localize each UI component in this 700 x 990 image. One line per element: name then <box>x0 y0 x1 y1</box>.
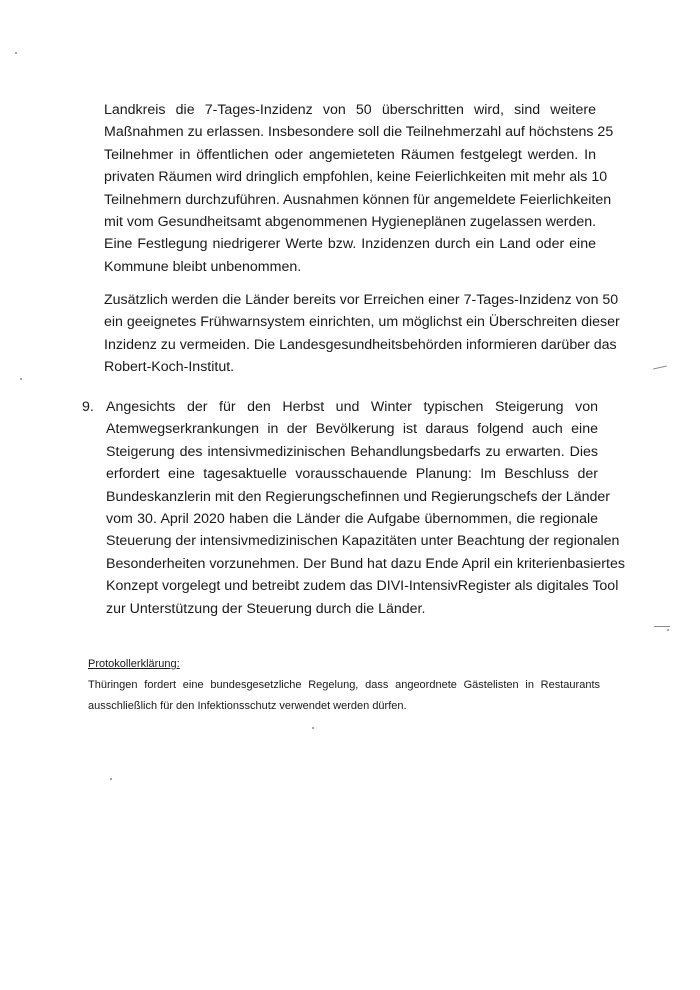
scan-speck <box>110 778 112 780</box>
scan-speck <box>667 629 669 631</box>
text-line: mit vom Gesundheitsamt abgenommenen Hygieneplänen zugelassen werden. <box>104 214 597 231</box>
scan-speck <box>653 366 667 370</box>
text-line: Bundeskanzlerin mit den Regierungschefinnen und Regierungschefs der Länder <box>106 488 610 505</box>
list-item-number: 9. <box>82 399 94 415</box>
text-line: Steigerung des intensivmedizinischen Behandlungsbedarfs zu erwarten. Dies <box>106 443 598 460</box>
scan-speck <box>654 626 670 627</box>
text-line: Thüringen fordert eine bundesgesetzliche Regelung, dass angeordnete Gästelisten in Restaurants <box>88 679 600 691</box>
text-line: vom 30. April 2020 haben die Länder die Aufgabe übernommen, die regionale <box>106 511 598 528</box>
text-line: privaten Räumen wird dringlich empfohlen, keine Feierlichkeiten mit mehr als 10 <box>104 169 608 186</box>
protocol-heading: Protokollerklärung: <box>88 658 180 670</box>
scan-speck <box>20 378 22 380</box>
text-line: Zusätzlich werden die Länder bereits vor Erreichen einer 7-Tages-Inzidenz von 50 <box>104 292 619 308</box>
protocol-statement <box>88 675 600 717</box>
text-line: Maßnahmen zu erlassen. Insbesondere soll die Teilnehmerzahl auf höchstens 25 <box>104 124 614 141</box>
text-line: ein geeignetes Frühwarnsystem einrichten, um möglichst ein Überschreiten dieser <box>104 314 620 331</box>
text-line: Konzept vorgelegt und betreibt zudem das DIVI-IntensivRegister als digitales Tool <box>106 578 619 595</box>
text-line: Steuerung der intensivmedizinischen Kapazitäten unter Beachtung der regionalen <box>106 533 620 550</box>
text-line: Teilnehmer in öffentlichen oder angemieteten Räumen festgelegt werden. In <box>104 146 596 163</box>
text-line: Robert-Koch-Institut. <box>104 359 235 376</box>
text-line: zur Unterstützung der Steuerung durch die Länder. <box>106 600 426 617</box>
text-line: Atemwegserkrankungen in der Bevölkerung ist daraus folgend auch eine <box>106 421 598 438</box>
text-line: Kommune bleibt unbenommen. <box>104 258 302 275</box>
text-line: Besonderheiten vorzunehmen. Der Bund hat dazu Ende April ein kriterienbasiertes <box>106 555 625 572</box>
text-line: Angesichts der für den Herbst und Winter typischen Steigerung von <box>106 399 598 415</box>
scan-speck <box>15 52 17 54</box>
text-line: ausschließlich für den Infektionsschutz verwendet werden dürfen. <box>88 700 407 712</box>
list-item-9-text <box>106 396 625 620</box>
paragraph-incidence-measures <box>104 99 614 278</box>
text-line: Eine Festlegung niedrigerer Werte bzw. Inzidenzen durch ein Land oder eine <box>104 236 596 253</box>
scan-speck <box>312 727 314 729</box>
text-line: Teilnehmern durchzuführen. Ausnahmen können für angemeldete Feierlichkeiten <box>104 191 612 208</box>
paragraph-early-warning <box>104 289 620 379</box>
text-line: Landkreis die 7-Tages-Inzidenz von 50 überschritten wird, sind weitere <box>104 102 596 118</box>
text-line: Inzidenz zu vermeiden. Die Landesgesundheitsbehörden informieren darüber das <box>104 336 617 353</box>
text-line: erfordert eine tagesaktuelle vorausschauende Planung: Im Beschluss der <box>106 466 598 483</box>
